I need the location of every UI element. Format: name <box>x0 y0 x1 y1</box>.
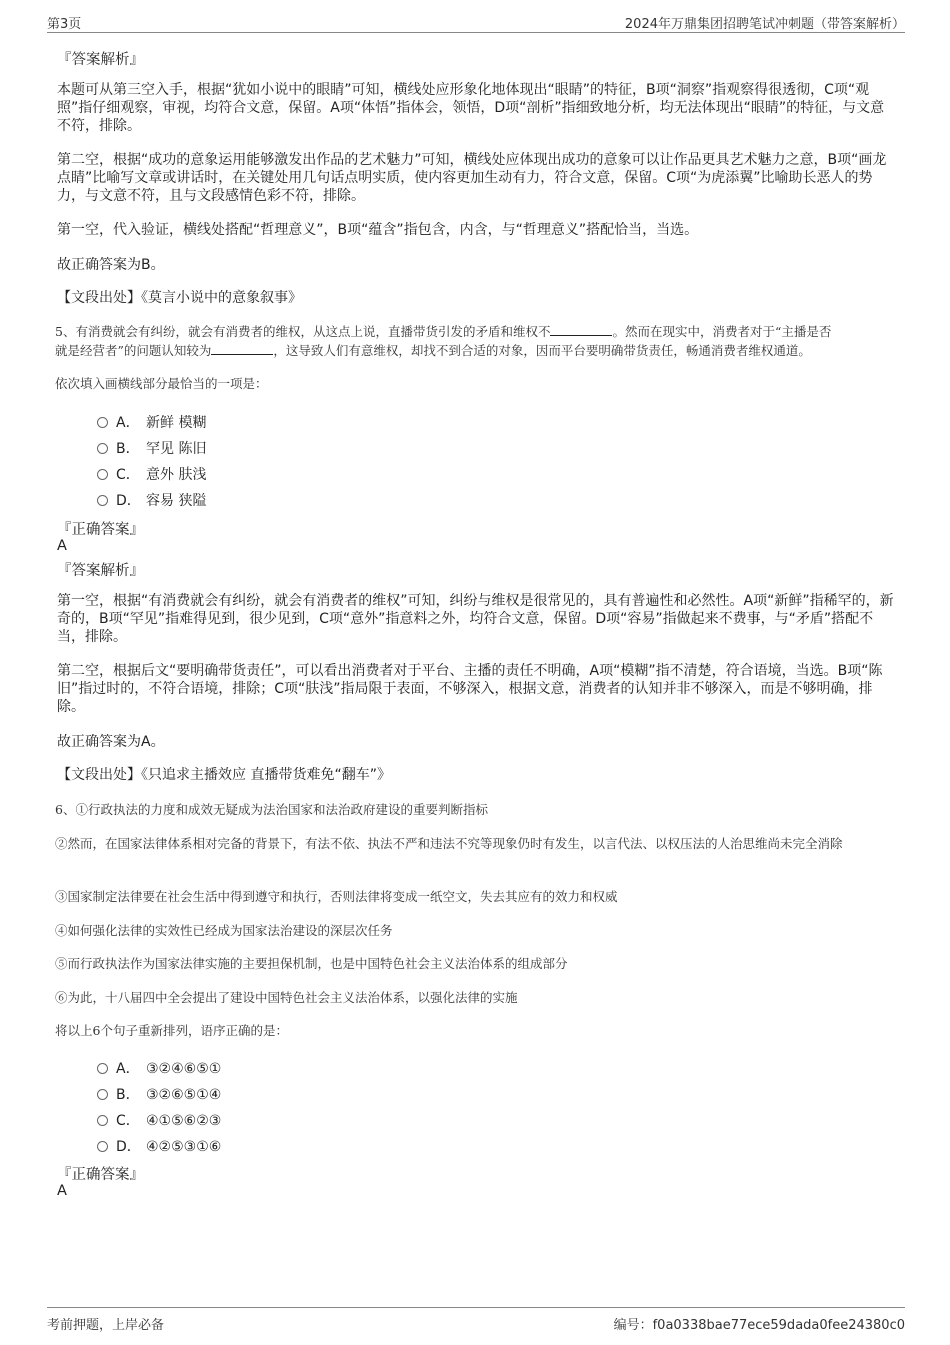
q6-option-a[interactable] <box>97 1058 221 1078</box>
option-key: C． <box>116 1113 140 1129</box>
page-header <box>47 12 905 33</box>
radio-icon[interactable] <box>97 417 108 428</box>
q6-answer: A <box>57 1183 67 1199</box>
q6-sentence-2: ②然而，在国家法律体系相对完备的背景下，有法不依、执法不严和违法不究等现象仍时有发生，以言代法、以权压法的人治思维尚未完全消除 <box>55 836 843 851</box>
q5-blank-2 <box>211 342 273 355</box>
radio-icon[interactable] <box>97 1063 108 1074</box>
q5-analysis-p1: 第一空，根据“有消费就会有纠纷，就会有消费者的维权”可知，纠纷与维权是很常见的，具有普遍性和必然性。A项“新鲜”指稀罕的，新奇的，B项“罕见”指难得见到，很少见到，C项“意外”指意料之外，均符合文意，保留。D项“容易”指做起来不费事，与“矛盾”搭配不当，排除。 <box>57 593 894 645</box>
radio-icon[interactable] <box>97 443 108 454</box>
document-id: 编号：f0a0338bae77ece59dada0fee24380c0 <box>613 1318 905 1333</box>
q5-analysis-p2: 第二空，根据后文“要明确带货责任”，可以看出消费者对于平台、主播的责任不明确，A项“模糊”指不清楚，符合语境，当选。B项“陈旧”指过时的，不符合语境，排除；C项“肤浅”指局限于表面，不够深入，根据文意，消费者的认知并非不够深入，而是不够明确，排除。 <box>57 663 883 715</box>
q6-sentence-1: 6、①行政执法的力度和成效无疑成为法治国家和法治政府建设的重要判断指标 <box>55 802 488 817</box>
q5-option-c[interactable] <box>97 464 206 484</box>
q5-prompt: 依次填入画横线部分最恰当的一项是： <box>55 376 268 391</box>
option-key: B． <box>116 1087 140 1103</box>
q5-stem-part: 。然而在现实中，消费者对于“主播是否 <box>612 324 832 339</box>
radio-icon[interactable] <box>97 1115 108 1126</box>
option-text: ④②⑤③①⑥ <box>146 1139 222 1155</box>
q4-analysis-p1: 本题可从第三空入手，根据“犹如小说中的眼睛”可知，横线处应形象化地体现出“眼睛”的特征，B项“洞察”指观察得很透彻，C项“观照”指仔细观察，审视，均符合文意，保留。A项“体悟”指体会，领悟，D项“剖析”指细致地分析，均无法体现出“眼睛”的特征，与文意不符，排除。 <box>57 82 885 134</box>
q4-analysis-p3: 第一空，代入验证，横线处搭配“哲理意义”，B项“蕴含”指包含，内含，与“哲理意义”搭配恰当，当选。 <box>57 222 699 238</box>
q5-option-b[interactable] <box>97 438 206 458</box>
radio-icon[interactable] <box>97 1089 108 1100</box>
q6-prompt: 将以上6个句子重新排列，语序正确的是： <box>55 1023 288 1038</box>
q6-answer-title: 『正确答案』 <box>57 1167 144 1183</box>
q6-sentence-5: ⑤而行政执法作为国家法律实施的主要担保机制，也是中国特色社会主义法治体系的组成部分 <box>55 956 568 971</box>
radio-icon[interactable] <box>97 469 108 480</box>
q6-sentence-4: ④如何强化法律的实效性已经成为国家法治建设的深层次任务 <box>55 923 393 938</box>
q5-source: 【文段出处】《只追求主播效应 直播带货难免“翻车”》 <box>57 767 391 783</box>
q5-answer-title: 『正确答案』 <box>57 522 144 538</box>
option-key: C． <box>116 467 140 483</box>
q6-option-d[interactable] <box>97 1136 221 1156</box>
option-key: B． <box>116 441 140 457</box>
option-text: 意外 肤浅 <box>146 467 207 483</box>
option-key: A． <box>116 415 140 431</box>
q4-source: 【文段出处】《莫言小说中的意象叙事》 <box>57 290 302 306</box>
option-text: ④①⑤⑥②③ <box>146 1113 222 1129</box>
q5-analysis-title: 『答案解析』 <box>57 563 144 579</box>
q6-sentence-6: ⑥为此，十八届四中全会提出了建设中国特色社会主义法治体系，以强化法律的实施 <box>55 990 518 1005</box>
document-title: 2024年万鼎集团招聘笔试冲刺题（带答案解析） <box>624 17 905 32</box>
option-key: D． <box>116 493 141 509</box>
footer-slogan: 考前押题，上岸必备 <box>47 1318 165 1333</box>
option-text: 容易 狭隘 <box>146 493 207 509</box>
option-text: ③②④⑥⑤① <box>146 1061 222 1077</box>
q6-sentence-3: ③国家制定法律要在社会生活中得到遵守和执行，否则法律将变成一纸空文，失去其应有的效力和权威 <box>55 889 618 904</box>
option-text: 新鲜 模糊 <box>146 415 207 431</box>
page-number: 第3页 <box>47 17 82 32</box>
q6-option-c[interactable] <box>97 1110 221 1130</box>
q6-option-b[interactable] <box>97 1084 221 1104</box>
q5-stem-part: 5、有消费就会有纠纷，就会有消费者的维权，从这点上说，直播带货引发的矛盾和维权不 <box>55 324 551 339</box>
q5-option-a[interactable] <box>97 412 206 432</box>
option-text: 罕见 陈旧 <box>146 441 207 457</box>
q4-analysis-p2: 第二空，根据“成功的意象运用能够激发出作品的艺术魅力”可知，横线处应体现出成功的意象可以让作品更具艺术魅力之意，B项“画龙点睛”比喻写文章或讲话时，在关键处用几句话点明实质，使内容更加生动有力，符合文意，保留。C项“为虎添翼”比喻助长恶人的势力，与文意不符，且与文段感情色彩不符，排除。 <box>57 152 887 204</box>
q5-blank-1 <box>550 323 612 336</box>
q4-conclusion: 故正确答案为B。 <box>57 257 165 273</box>
radio-icon[interactable] <box>97 1141 108 1152</box>
q5-stem-part: 就是经营者”的问题认知较为 <box>55 343 212 358</box>
q5-answer: A <box>57 538 67 554</box>
radio-icon[interactable] <box>97 495 108 506</box>
q5-option-d[interactable] <box>97 490 206 510</box>
q5-conclusion: 故正确答案为A。 <box>57 734 165 750</box>
q4-analysis-title: 『答案解析』 <box>57 52 144 68</box>
option-text: ③②⑥⑤①④ <box>146 1087 222 1103</box>
page-footer <box>47 1307 905 1333</box>
option-key: A． <box>116 1061 140 1077</box>
q5-stem <box>55 322 895 360</box>
q5-stem-part: ，这导致人们有意维权，却找不到合适的对象，因而平台要明确带货责任，畅通消费者维权通道。 <box>273 343 811 358</box>
option-key: D． <box>116 1139 141 1155</box>
